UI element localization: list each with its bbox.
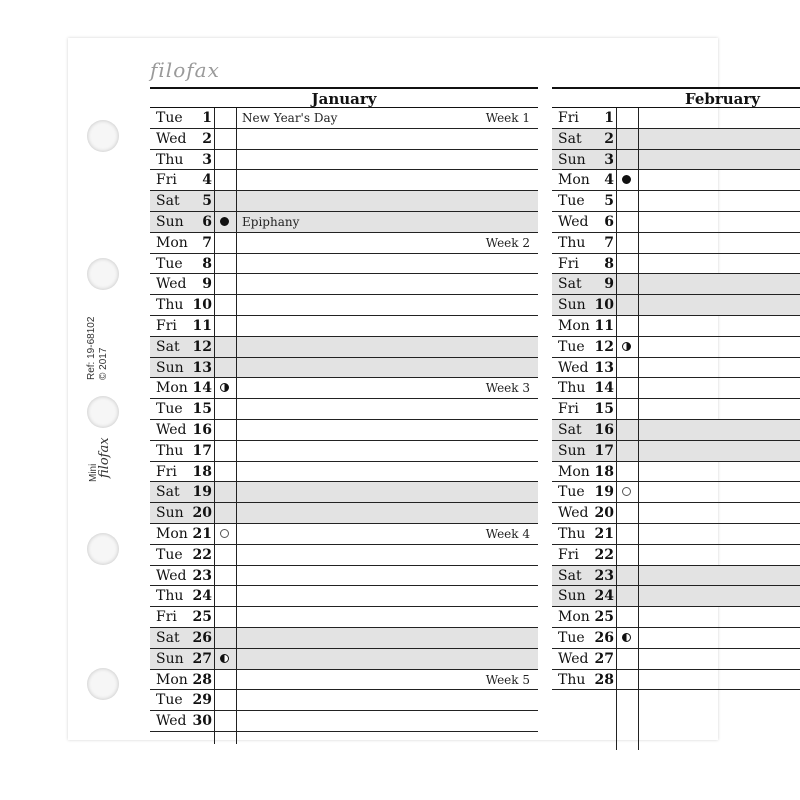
day-row	[552, 482, 800, 503]
day-name: Wed	[156, 567, 187, 584]
day-number: 2	[202, 130, 212, 147]
day-name: Wed	[156, 130, 187, 147]
day-row	[150, 462, 538, 483]
day-number: 14	[192, 380, 212, 397]
day-name: Thu	[558, 234, 586, 251]
day-name: Wed	[156, 421, 187, 438]
day-number: 1	[604, 110, 614, 126]
day-name: Sat	[156, 193, 180, 210]
day-name: Wed	[156, 713, 187, 730]
day-row	[150, 690, 538, 711]
day-number: 8	[202, 255, 212, 272]
day-number: 10	[192, 297, 212, 314]
day-name: Sat	[156, 484, 180, 501]
day-row	[552, 566, 800, 587]
day-name: Tue	[558, 484, 585, 501]
day-name: Sun	[558, 588, 586, 605]
day-name: Tue	[156, 401, 183, 418]
day-row	[552, 170, 800, 191]
day-row	[150, 711, 538, 732]
day-row	[150, 108, 538, 129]
day-row	[552, 628, 800, 649]
day-number: 15	[192, 401, 212, 418]
day-number: 13	[192, 359, 212, 376]
day-number: 23	[594, 567, 614, 584]
moon-phase-full-icon	[220, 529, 229, 538]
day-row	[552, 524, 800, 545]
day-row	[552, 254, 800, 275]
day-row	[150, 129, 538, 150]
column-rule	[214, 108, 215, 744]
day-row	[552, 129, 800, 150]
day-name: Sat	[156, 629, 180, 646]
size-label: Mini	[88, 463, 99, 482]
day-row	[150, 254, 538, 275]
day-number: 6	[202, 213, 212, 230]
day-row	[552, 420, 800, 441]
day-row	[150, 170, 538, 191]
day-name: Tue	[558, 338, 585, 355]
week-number: Week 4	[485, 526, 530, 541]
month-title: February	[552, 87, 800, 108]
day-number: 17	[594, 442, 614, 459]
day-number: 4	[604, 172, 614, 189]
day-number: 3	[604, 151, 614, 168]
day-number: 24	[594, 588, 614, 605]
day-row	[552, 150, 800, 171]
day-list	[150, 108, 538, 732]
day-row	[150, 545, 538, 566]
day-number: 16	[594, 421, 614, 438]
week-number: Week 1	[485, 111, 530, 125]
reference-info	[86, 317, 110, 380]
holiday-label: Epiphany	[242, 214, 300, 229]
day-name: Sat	[156, 338, 180, 355]
day-number: 8	[604, 255, 614, 272]
day-number: 5	[604, 193, 614, 210]
day-row	[552, 399, 800, 420]
week-number: Week 5	[485, 672, 530, 687]
punch-hole	[87, 533, 119, 565]
day-row	[552, 607, 800, 628]
day-name: Wed	[558, 213, 589, 230]
day-name: Mon	[558, 172, 590, 189]
day-row	[150, 482, 538, 503]
day-row	[552, 649, 800, 670]
day-number: 30	[192, 713, 212, 730]
day-row	[150, 233, 538, 254]
day-name: Fri	[156, 463, 177, 480]
day-name: Tue	[156, 255, 183, 272]
day-name: Mon	[558, 609, 590, 626]
day-row	[552, 378, 800, 399]
day-name: Fri	[558, 110, 579, 126]
day-row	[552, 108, 800, 129]
day-number: 19	[594, 484, 614, 501]
day-name: Mon	[558, 463, 590, 480]
day-name: Mon	[156, 525, 188, 542]
moon-phase-last-icon	[220, 654, 229, 663]
day-name: Sun	[558, 442, 586, 459]
day-row	[552, 233, 800, 254]
day-number: 18	[192, 463, 212, 480]
day-row	[552, 358, 800, 379]
day-row	[150, 150, 538, 171]
day-name: Tue	[558, 629, 585, 646]
day-list	[552, 108, 800, 690]
day-name: Fri	[558, 546, 579, 563]
day-name: Mon	[558, 317, 590, 334]
day-name: Mon	[156, 380, 188, 397]
day-number: 26	[192, 629, 212, 646]
punch-hole	[87, 120, 119, 152]
day-number: 23	[192, 567, 212, 584]
day-number: 7	[202, 234, 212, 251]
day-row	[552, 295, 800, 316]
moon-phase-first-icon	[220, 383, 229, 392]
day-row	[150, 191, 538, 212]
day-name: Tue	[156, 692, 183, 709]
day-row	[150, 524, 538, 545]
day-name: Thu	[156, 442, 184, 459]
day-row	[552, 337, 800, 358]
brand-logo: filofax	[150, 58, 220, 82]
day-number: 22	[594, 546, 614, 563]
day-row	[150, 566, 538, 587]
day-number: 28	[594, 671, 614, 688]
day-number: 20	[594, 505, 614, 522]
day-number: 19	[192, 484, 212, 501]
day-row	[552, 441, 800, 462]
day-row	[150, 337, 538, 358]
day-number: 3	[202, 151, 212, 168]
day-name: Fri	[558, 255, 579, 272]
day-number: 21	[594, 525, 614, 542]
day-number: 1	[202, 110, 212, 126]
copyright: © 2017	[98, 347, 109, 380]
column-rule	[638, 108, 639, 750]
day-row	[552, 316, 800, 337]
day-name: Sun	[156, 359, 184, 376]
day-row	[150, 316, 538, 337]
day-name: Thu	[558, 525, 586, 542]
side-brand-logo: filofax	[97, 437, 112, 478]
day-row	[150, 399, 538, 420]
day-number: 16	[192, 421, 212, 438]
day-name: Wed	[558, 359, 589, 376]
day-name: Sun	[558, 297, 586, 314]
day-number: 21	[192, 525, 212, 542]
day-number: 2	[604, 130, 614, 147]
month-february	[552, 87, 800, 690]
day-name: Sat	[558, 567, 582, 584]
day-row	[150, 503, 538, 524]
day-number: 22	[192, 546, 212, 563]
day-row	[150, 274, 538, 295]
day-name: Sat	[558, 276, 582, 293]
day-number: 24	[192, 588, 212, 605]
day-number: 9	[604, 276, 614, 293]
day-row	[552, 670, 800, 691]
day-name: Sun	[558, 151, 586, 168]
day-row	[552, 191, 800, 212]
day-name: Thu	[558, 671, 586, 688]
day-row	[552, 503, 800, 524]
day-row	[552, 274, 800, 295]
week-number: Week 2	[485, 235, 530, 250]
day-row	[150, 628, 538, 649]
day-name: Fri	[156, 172, 177, 189]
day-number: 26	[594, 629, 614, 646]
moon-phase-first-icon	[622, 342, 631, 351]
day-row	[150, 607, 538, 628]
day-name: Sun	[156, 213, 184, 230]
day-number: 18	[594, 463, 614, 480]
reference-number: Ref: 19-68102	[86, 316, 97, 380]
day-row	[150, 295, 538, 316]
day-name: Sat	[558, 421, 582, 438]
day-row	[552, 545, 800, 566]
column-rule	[616, 108, 617, 750]
day-number: 12	[594, 338, 614, 355]
month-january	[150, 87, 538, 732]
day-number: 10	[594, 297, 614, 314]
day-number: 12	[192, 338, 212, 355]
day-row	[552, 462, 800, 483]
day-number: 11	[594, 317, 614, 334]
day-name: Fri	[156, 317, 177, 334]
month-title: January	[150, 87, 538, 108]
day-number: 7	[604, 234, 614, 251]
day-number: 9	[202, 276, 212, 293]
day-row	[150, 420, 538, 441]
day-number: 5	[202, 193, 212, 210]
column-rule	[236, 108, 237, 744]
day-row	[150, 670, 538, 691]
day-number: 11	[192, 317, 212, 334]
day-number: 27	[594, 650, 614, 667]
day-row	[150, 649, 538, 670]
day-number: 27	[192, 650, 212, 667]
day-number: 20	[192, 505, 212, 522]
day-name: Thu	[156, 588, 184, 605]
day-name: Sat	[558, 130, 582, 147]
day-name: Mon	[156, 234, 188, 251]
punch-hole	[87, 668, 119, 700]
day-number: 13	[594, 359, 614, 376]
day-row	[552, 586, 800, 607]
day-number: 14	[594, 380, 614, 397]
day-name: Thu	[156, 297, 184, 314]
day-name: Tue	[558, 193, 585, 210]
day-name: Thu	[558, 380, 586, 397]
day-row	[150, 378, 538, 399]
day-name: Wed	[558, 650, 589, 667]
day-name: Thu	[156, 151, 184, 168]
moon-phase-last-icon	[622, 633, 631, 642]
day-row	[150, 441, 538, 462]
day-number: 17	[192, 442, 212, 459]
day-number: 25	[192, 609, 212, 626]
punch-hole	[87, 258, 119, 290]
day-number: 28	[192, 671, 212, 688]
day-row	[150, 212, 538, 233]
day-name: Wed	[156, 276, 187, 293]
moon-phase-new-icon	[220, 217, 229, 226]
day-name: Fri	[558, 401, 579, 418]
punch-hole	[87, 396, 119, 428]
day-number: 6	[604, 213, 614, 230]
holiday-label: New Year's Day	[242, 111, 338, 125]
day-row	[150, 586, 538, 607]
day-name: Sun	[156, 505, 184, 522]
day-name: Tue	[156, 110, 183, 126]
day-number: 29	[192, 692, 212, 709]
day-number: 15	[594, 401, 614, 418]
day-name: Fri	[156, 609, 177, 626]
day-row	[150, 358, 538, 379]
moon-phase-full-icon	[622, 487, 631, 496]
week-number: Week 3	[485, 381, 530, 396]
day-number: 25	[594, 609, 614, 626]
moon-phase-new-icon	[622, 175, 631, 184]
day-name: Mon	[156, 671, 188, 688]
day-number: 4	[202, 172, 212, 189]
day-name: Tue	[156, 546, 183, 563]
day-name: Sun	[156, 650, 184, 667]
day-row	[552, 212, 800, 233]
day-name: Wed	[558, 505, 589, 522]
